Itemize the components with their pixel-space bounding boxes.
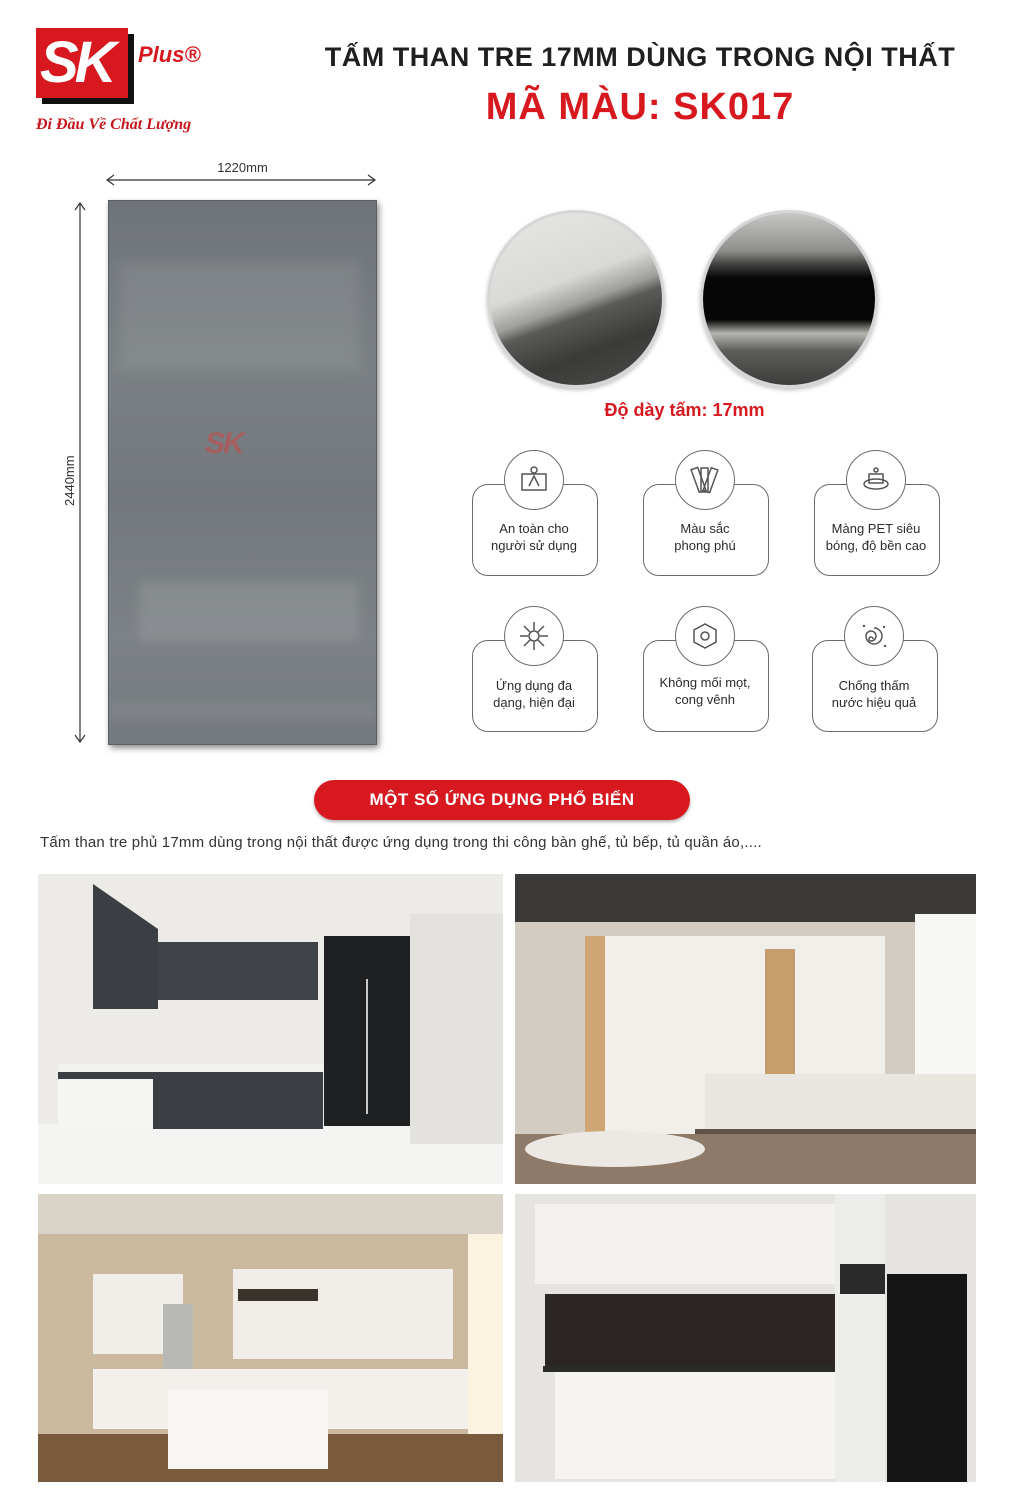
logo-letters: SK xyxy=(40,30,113,95)
feature-label-termite: Không mối mọt, cong vênh xyxy=(659,675,751,707)
kitchen-photo-3 xyxy=(515,1194,976,1482)
safety-person-icon xyxy=(504,450,564,510)
pet-film-icon xyxy=(846,450,906,510)
color-swatch-icon xyxy=(675,450,735,510)
feature-label-colors: Màu sắc phong phú xyxy=(674,521,736,553)
termite-proof-icon xyxy=(675,606,735,666)
height-label: 2440mm xyxy=(62,455,77,506)
panel-watermark: SK xyxy=(205,427,243,460)
feature-label-water: Chống thấm nước hiệu quả xyxy=(831,678,917,710)
brand-logo xyxy=(36,28,216,140)
logo-mark xyxy=(36,28,130,104)
bedroom-photo xyxy=(515,874,976,1184)
width-label: 1220mm xyxy=(217,160,268,175)
applications-description: Tấm than tre phủ 17mm dùng trong nội thất được ứng dụng trong thi công bàn ghế, tủ bếp, tủ quần áo,.... xyxy=(40,834,762,851)
panel-sample-image xyxy=(108,200,377,745)
logo-plus: Plus® xyxy=(138,42,201,67)
page-title: TẤM THAN TRE 17MM DÙNG TRONG NỘI THẤT xyxy=(324,42,956,72)
thickness-label: Độ dày tấm: 17mm xyxy=(604,400,765,420)
color-code: MÃ MÀU: SK017 xyxy=(485,86,795,128)
water-resistant-icon xyxy=(844,606,904,666)
feature-label-pet: Màng PET siêu bóng, độ bền cao xyxy=(825,521,927,553)
versatile-arrows-icon xyxy=(504,606,564,666)
edge-closeup-image-1 xyxy=(487,210,665,388)
kitchen-photo-1 xyxy=(38,874,503,1184)
feature-label-safety: An toàn cho người sử dụng xyxy=(491,521,577,553)
edge-closeup-image-2 xyxy=(700,210,878,388)
kitchen-photo-2 xyxy=(38,1194,503,1482)
feature-label-versatile: Ứng dụng đa dạng, hiện đại xyxy=(493,678,575,710)
brand-tagline: Đi Đầu Về Chất Lượng xyxy=(36,116,192,133)
applications-heading: MỘT SỐ ỨNG DỤNG PHỔ BIẾN xyxy=(314,780,690,820)
